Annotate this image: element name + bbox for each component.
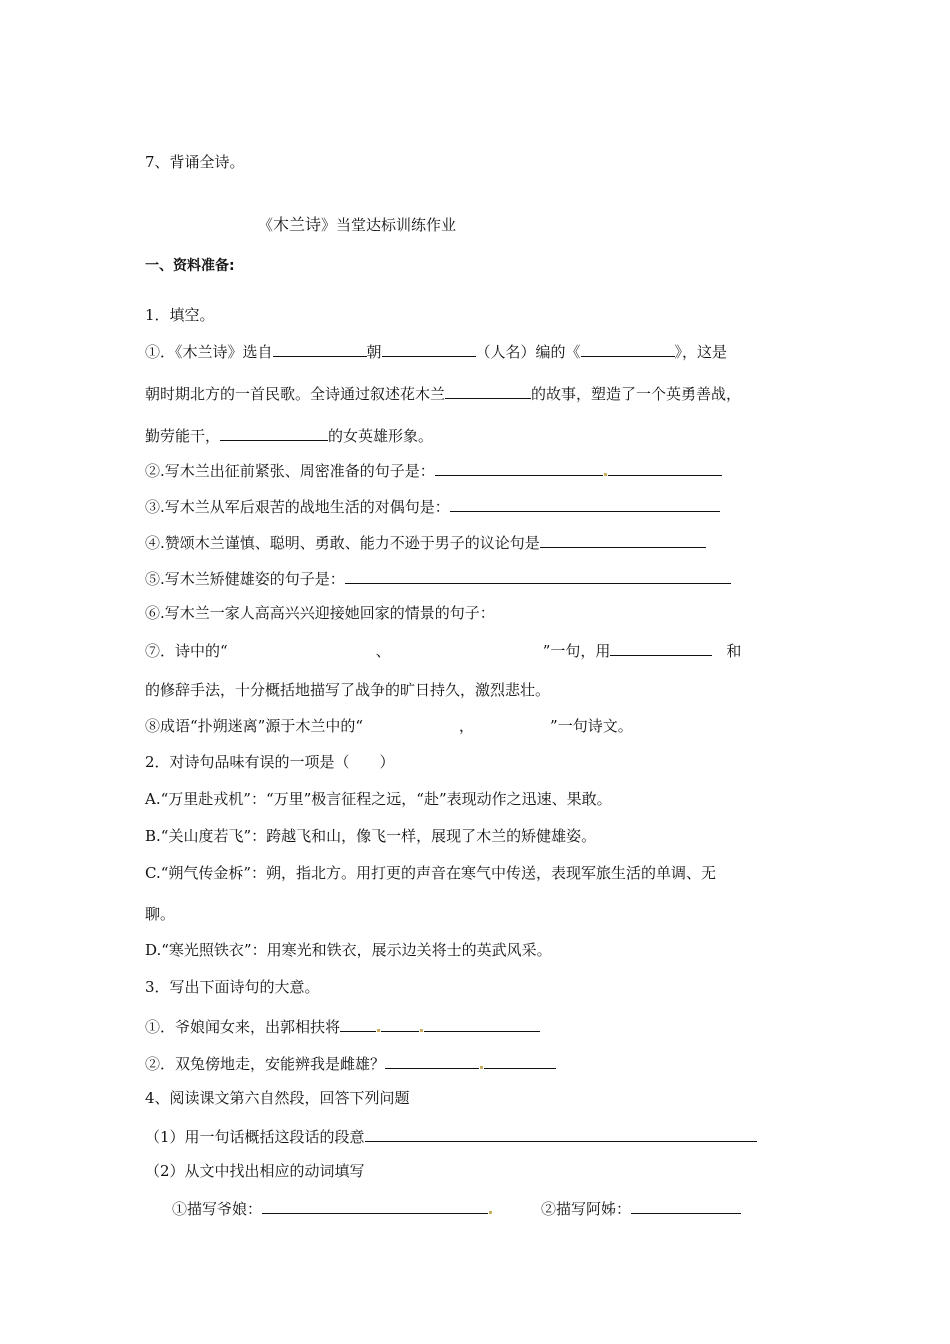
option-d: D.“寒光照铁衣”：用寒光和铁衣，展示边关将士的英武风采。	[145, 941, 552, 959]
blank[interactable]	[610, 639, 712, 656]
option-b: B.“关山度若飞”：跨越飞和山，像飞一样，展现了木兰的矫健雄姿。	[145, 827, 597, 845]
q1-1-line2: 朝时期北方的一首民歌。全诗通过叙述花木兰 的故事，塑造了一个英勇善战，	[145, 382, 741, 404]
option-c: C.“朔气传金柝”：朔，指北方。用打更的声音在寒气中传送，表现军旅生活的单调、无	[145, 864, 717, 882]
blank[interactable]	[381, 1015, 419, 1032]
item-7: 7、背诵全诗。	[145, 153, 245, 171]
option-c-cont: 聊。	[145, 905, 176, 923]
blank[interactable]	[424, 1015, 540, 1032]
q1-7-line1: ⑦．诗中的“ 、 ”一句，用 和	[145, 639, 741, 661]
blank[interactable]	[345, 567, 731, 584]
q1-1-line3: 勤劳能干， 的女英雄形象。	[145, 424, 433, 446]
blank[interactable]	[484, 1052, 556, 1069]
blank[interactable]	[450, 495, 720, 512]
q1-8: ⑧成语“扑朔迷离”源于木兰中的“ ， ”一句诗文。	[145, 717, 633, 735]
question-2: 2．对诗句品味有误的一项是（ ）	[145, 753, 395, 771]
blank[interactable]	[445, 382, 531, 399]
q4-2: （2）从文中找出相应的动词填写	[145, 1162, 365, 1180]
blank[interactable]	[581, 340, 675, 357]
q1-2: ②.写木兰出征前紧张、周密准备的句子是：	[145, 459, 722, 481]
blank[interactable]	[385, 1052, 479, 1069]
page-title: 《木兰诗》当堂达标训练作业	[258, 215, 457, 234]
q1-6: ⑥.写木兰一家人高高兴兴迎接她回家的情景的句子：	[145, 604, 495, 622]
q1-1-line1: ①．《木兰诗》选自 朝 （人名）编的《 》，这是	[145, 340, 727, 362]
dot-mark	[480, 1066, 483, 1069]
blank[interactable]	[262, 1197, 488, 1214]
q4-2-answers: ①描写爷娘： ②描写阿姊：	[172, 1197, 741, 1219]
q1-7-line2: 的修辞手法，十分概括地描写了战争的旷日持久，激烈悲壮。	[145, 681, 551, 699]
blank[interactable]	[365, 1125, 757, 1142]
question-3: 3．写出下面诗句的大意。	[145, 978, 320, 996]
blank[interactable]	[273, 340, 367, 357]
blank[interactable]	[608, 459, 722, 476]
dot-mark	[489, 1211, 492, 1214]
q1-3: ③.写木兰从军后艰苦的战地生活的对偶句是：	[145, 495, 720, 517]
dot-mark	[420, 1029, 423, 1032]
blank[interactable]	[382, 340, 476, 357]
blank[interactable]	[220, 424, 328, 441]
dot-mark	[604, 473, 607, 476]
dot-mark	[377, 1029, 380, 1032]
blank[interactable]	[631, 1197, 741, 1214]
q1-5: ⑤.写木兰矫健雄姿的句子是：	[145, 567, 731, 589]
q4-1: （1）用一句话概括这段话的段意	[145, 1125, 757, 1147]
blank[interactable]	[540, 531, 706, 548]
q3-1: ①．爷娘闻女来，出郭相扶将	[145, 1015, 540, 1037]
q1-4: ④.赞颂木兰谨慎、聪明、勇敢、能力不逊于男子的议论句是	[145, 531, 706, 553]
section-heading: 一、资料准备:	[145, 258, 235, 274]
question-4: 4、阅读课文第六自然段，回答下列问题	[145, 1089, 410, 1107]
question-1: 1．填空。	[145, 306, 215, 324]
blank[interactable]	[340, 1015, 376, 1032]
blank[interactable]	[435, 459, 603, 476]
q3-2: ②．双兔傍地走，安能辨我是雌雄？	[145, 1052, 556, 1074]
option-a: A.“万里赴戎机”：“万里”极言征程之远，“赴”表现动作之迅速、果敢。	[145, 790, 612, 808]
